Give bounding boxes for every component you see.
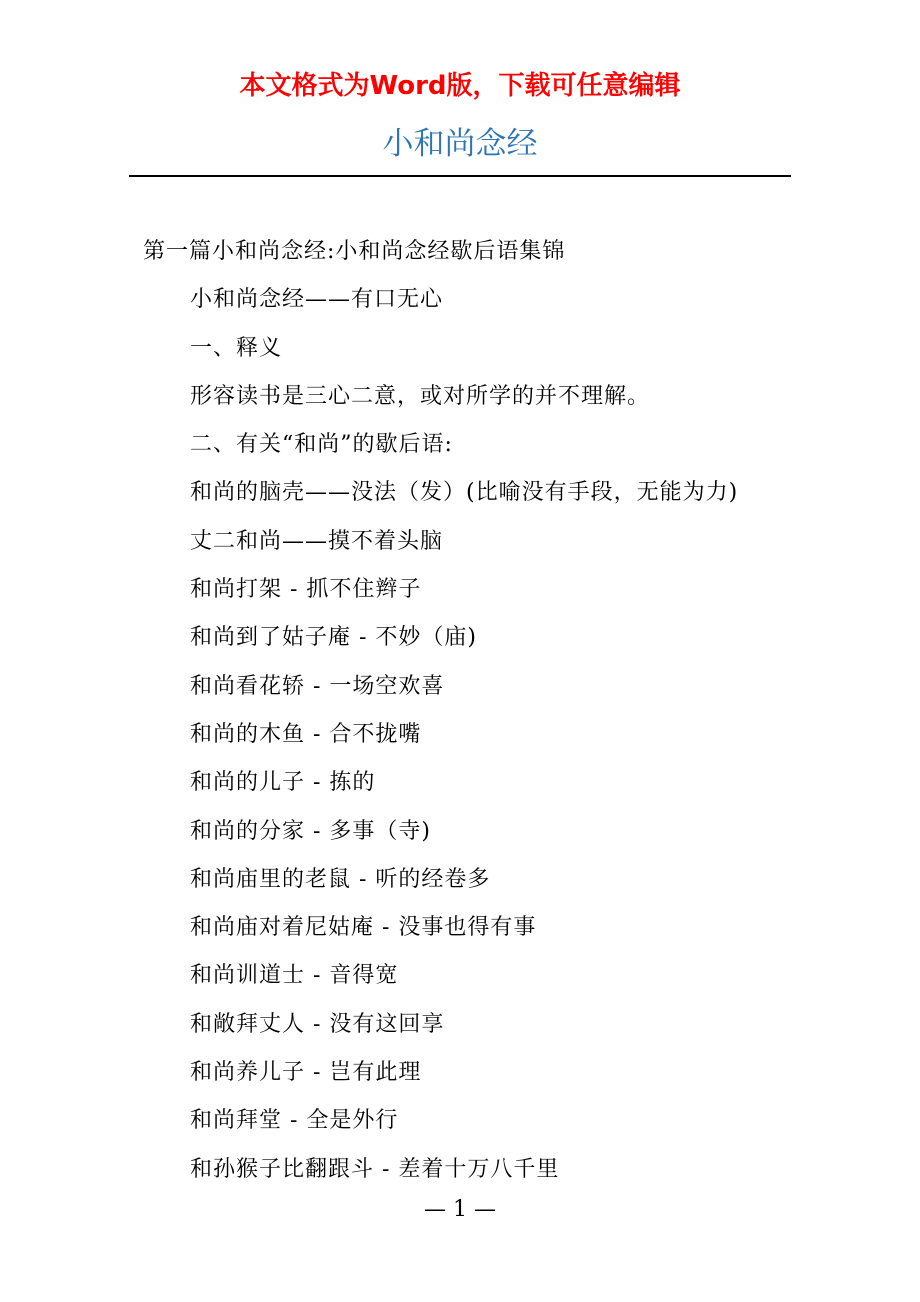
section-heading: 第一篇小和尚念经:小和尚念经歇后语集锦 (143, 239, 566, 264)
list-item: 和尚庙里的老鼠 - 听的经卷多 (190, 866, 491, 892)
list-item: 和尚看花轿 - 一场空欢喜 (190, 673, 445, 699)
body-line-section-2: 二、有关“和尚”的歇后语: (190, 432, 453, 458)
list-item: 和尚的木鱼 - 合不拢嘴 (190, 721, 422, 747)
body-line-section-1: 一、释义 (190, 335, 283, 361)
list-item: 和孙猴子比翻跟斗 - 差着十万八千里 (190, 1156, 560, 1182)
document-title: 小和尚念经 (382, 126, 538, 162)
format-banner: 本文格式为Word版，下载可任意编辑 (239, 71, 681, 101)
body-line-definition: 形容读书是三心二意，或对所学的并不理解。 (190, 383, 651, 409)
list-item: 和尚到了姑子庵 - 不妙（庙) (190, 625, 478, 651)
page-number: — 1 — (424, 1197, 496, 1222)
list-item: 和尚的脑壳——没法（发）(比喻没有手段，无能为力) (190, 480, 739, 506)
list-item: 和尚打架 - 抓不住辫子 (190, 577, 422, 603)
body-line-idiom: 小和尚念经——有口无心 (190, 287, 444, 313)
list-item: 和尚的儿子 - 拣的 (190, 770, 376, 796)
list-item: 和尚拜堂 - 全是外行 (190, 1108, 399, 1134)
list-item: 和敞拜丈人 - 没有这回享 (190, 1011, 445, 1037)
list-item: 和尚训道士 - 音得宽 (190, 963, 399, 989)
list-item: 丈二和尚——摸不着头脑 (190, 528, 444, 554)
document-body (0, 228, 920, 1194)
list-item: 和尚养儿子 - 岂有此理 (190, 1060, 422, 1086)
list-item: 和尚庙对着尼姑庵 - 没事也得有事 (190, 915, 537, 941)
title-divider (129, 175, 791, 177)
list-item: 和尚的分家 - 多事（寺) (190, 818, 432, 844)
